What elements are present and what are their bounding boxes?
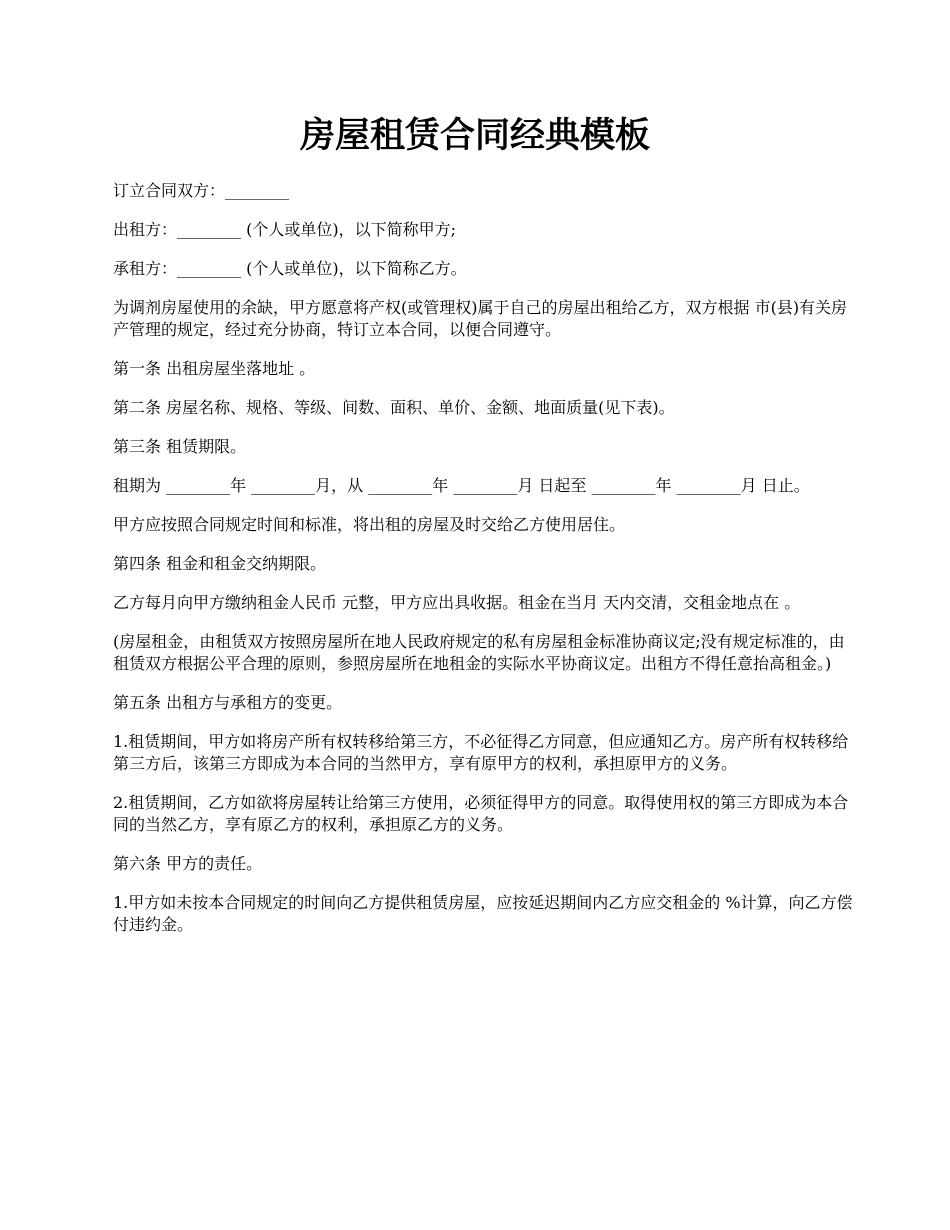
paragraph-rent-note: (房屋租金，由租赁双方按照房屋所在地人民政府规定的私有房屋租金标准协商议定;没有规定标准的，由租赁双方根据公平合理的原则，参照房屋所在地租金的实际水平协商议定。出租方不得任意抬高租金。): [113, 632, 845, 673]
paragraph-lessee: 承租方：________ (个人或单位)，以下简称乙方。: [113, 259, 467, 278]
article-2: 第二条 房屋名称、规格、等级、间数、面积、单价、金额、地面质量(见下表)。: [113, 398, 675, 417]
paragraph-change-2: 2.租赁期间，乙方如欲将房屋转让给第三方使用，必须征得甲方的同意。取得使用权的第三方即成为本合同的当然乙方，享有原乙方的权利，承担原乙方的义务。: [113, 793, 849, 834]
article-5: 第五条 出租方与承租方的变更。: [113, 693, 343, 712]
document-body: [113, 180, 853, 953]
paragraph-change-1: 1.租赁期间，甲方如将房产所有权转移给第三方，不必征得乙方同意，但应通知乙方。房产所有权转移给第三方后，该第三方即成为本合同的当然甲方，享有原甲方的权利，承担原甲方的义务。: [113, 732, 849, 773]
article-4: 第四条 租金和租金交纳期限。: [113, 554, 327, 573]
article-3: 第三条 租赁期限。: [113, 437, 247, 456]
paragraph-delivery: 甲方应按照合同规定时间和标准，将出租的房屋及时交给乙方使用居住。: [113, 515, 626, 534]
article-1: 第一条 出租房屋坐落地址 。: [113, 359, 316, 378]
paragraph-lessor-duty-1: 1.甲方如未按本合同规定的时间向乙方提供租赁房屋，应按延迟期间内乙方应交租金的 %计算，向乙方偿付违约金。: [113, 893, 853, 934]
paragraph-rent-payment: 乙方每月向甲方缴纳租金人民币 元整，甲方应出具收据。租金在当月 天内交清，交租金地点在 。: [113, 593, 801, 612]
paragraph-lease-term: 租期为 ________年 ________月，从 ________年 ________月 日起至 ________年 ________月 日止。: [113, 476, 810, 495]
paragraph-preamble: 为调剂房屋使用的余缺，甲方愿意将产权(或管理权)属于自己的房屋出租给乙方，双方根据 市(县)有关房产管理的规定，经过充分协商，特订立本合同，以便合同遵守。: [113, 298, 848, 339]
article-6: 第六条 甲方的责任。: [113, 854, 263, 873]
document-title: 房屋租赁合同经典模板: [299, 115, 650, 156]
paragraph-lessor: 出租方：________ (个人或单位)，以下简称甲方;: [113, 220, 456, 239]
paragraph-parties: 订立合同双方：________: [113, 181, 290, 200]
